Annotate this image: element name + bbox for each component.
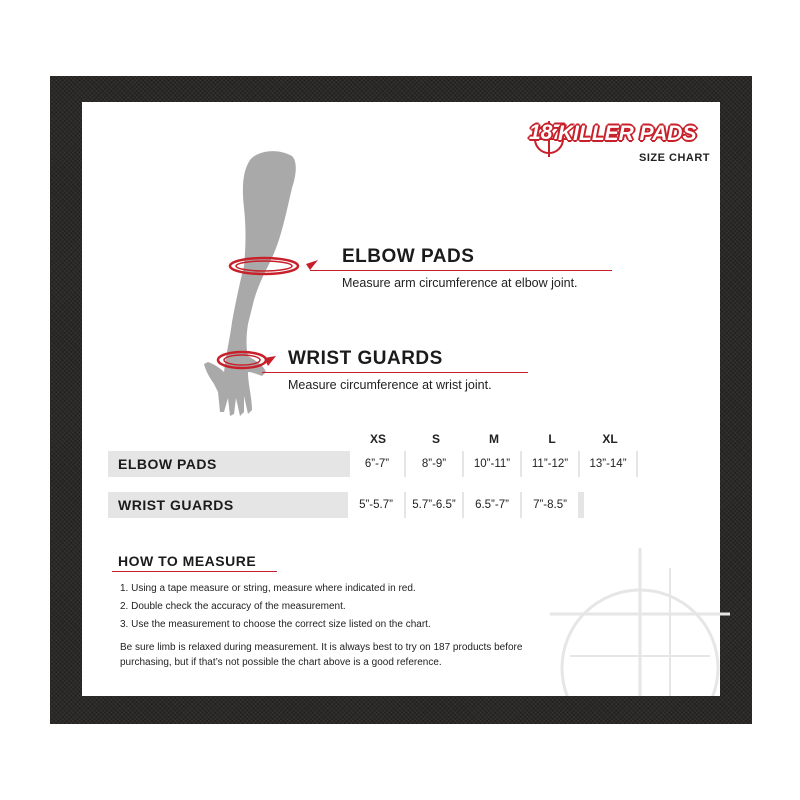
crosshair-watermark-icon <box>530 548 730 696</box>
wrist-divider <box>262 372 528 373</box>
cell-wrist-l: 7”-8.5” <box>522 492 578 518</box>
elbow-divider <box>310 270 612 271</box>
cell-elbow-xl: 13”-14” <box>580 451 636 477</box>
measurement-note: Be sure limb is relaxed during measurement. It is always best to try on 187 products before purchasing, but if that’s not possible the chart above is a good reference. <box>120 642 523 668</box>
elbow-pads-description: Measure arm circumference at elbow joint. <box>342 276 578 290</box>
wrist-guards-description: Measure circumference at wrist joint. <box>288 378 492 392</box>
cell-elbow-l: 11”-12” <box>522 451 578 477</box>
how-to-measure-divider <box>112 571 277 572</box>
column-header-xs: XS <box>369 432 386 446</box>
column-header-s: S <box>431 432 440 446</box>
step-item: 2. Double check the accuracy of the measurement. <box>120 601 346 612</box>
elbow-pads-title: ELBOW PADS <box>342 246 475 267</box>
column-header-m: M <box>489 432 499 446</box>
logo-brand: KILLER PADS <box>558 122 697 145</box>
column-header-xl: XL <box>602 432 618 446</box>
cell-wrist-xs: 5”-5.7” <box>348 492 404 518</box>
cell-elbow-s: 8”-9” <box>406 451 462 477</box>
step-item: 3. Use the measurement to choose the correct size listed on the chart. <box>120 619 431 630</box>
cell-elbow-m: 10”-11” <box>464 451 520 477</box>
logo-subtitle: SIZE CHART <box>639 152 710 164</box>
logo-number: 187 <box>529 121 565 144</box>
column-header-l: L <box>548 432 556 446</box>
how-to-measure-title: HOW TO MEASURE <box>118 553 257 569</box>
row-label-wrist-guards: WRIST GUARDS <box>118 497 234 513</box>
row-label-elbow-pads: ELBOW PADS <box>118 456 217 472</box>
cell-wrist-m: 6.5”-7” <box>464 492 520 518</box>
cell-wrist-s: 5.7”-6.5” <box>406 492 462 518</box>
wrist-guards-title: WRIST GUARDS <box>288 348 443 369</box>
step-item: 1. Using a tape measure or string, measure where indicated in red. <box>120 583 416 594</box>
cell-elbow-xs: 6”-7” <box>348 451 404 477</box>
